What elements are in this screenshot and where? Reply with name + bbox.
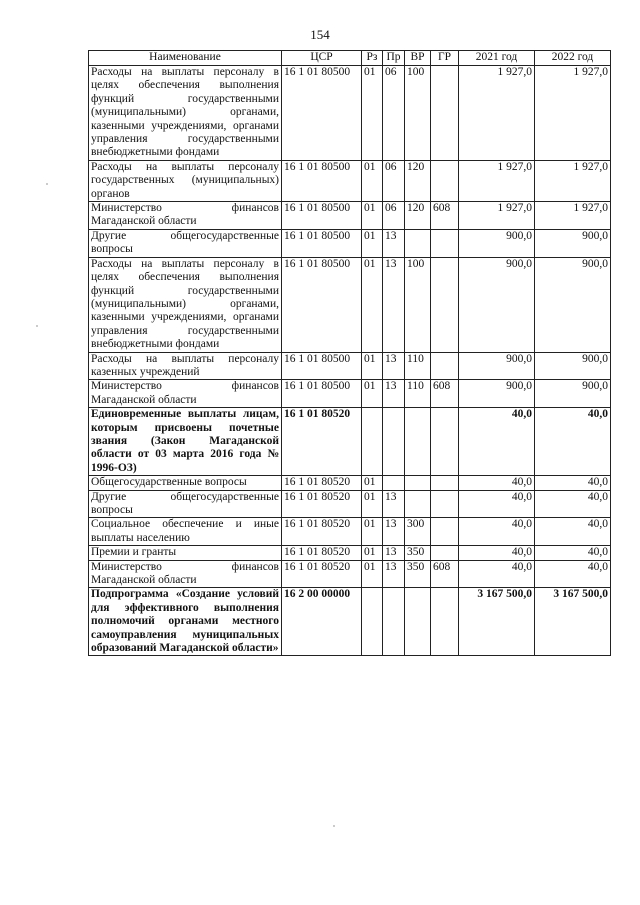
row-csr: 16 1 01 80520 bbox=[282, 560, 362, 588]
row-name: Расходы на выплаты персоналу в целях обеспечения выполнения функций государственными (муниципальными) органами, казенными учреждениями, органами управления государственными внебюджетными фондами bbox=[89, 66, 282, 161]
row-2022: 1 927,0 bbox=[535, 160, 611, 201]
row-csr: 16 1 01 80500 bbox=[282, 380, 362, 408]
row-gr: 608 bbox=[431, 560, 459, 588]
row-gr bbox=[431, 257, 459, 352]
row-vr: 100 bbox=[405, 66, 431, 161]
row-pr: 06 bbox=[383, 202, 405, 230]
row-vr: 100 bbox=[405, 257, 431, 352]
table-row bbox=[89, 476, 611, 490]
row-2021: 1 927,0 bbox=[459, 202, 535, 230]
row-rz: 01 bbox=[362, 490, 383, 518]
row-csr: 16 1 01 80520 bbox=[282, 546, 362, 560]
row-2021: 40,0 bbox=[459, 408, 535, 476]
row-2021: 40,0 bbox=[459, 518, 535, 546]
row-name: Расходы на выплаты персоналу казенных учреждений bbox=[89, 352, 282, 380]
row-gr: 608 bbox=[431, 380, 459, 408]
row-2021: 900,0 bbox=[459, 229, 535, 257]
scan-speck bbox=[36, 325, 38, 327]
row-vr bbox=[405, 588, 431, 656]
row-csr: 16 1 01 80500 bbox=[282, 160, 362, 201]
row-rz bbox=[362, 408, 383, 476]
row-csr: 16 2 00 00000 bbox=[282, 588, 362, 656]
table-row bbox=[89, 588, 611, 656]
header-name: Наименование bbox=[89, 51, 282, 66]
page-number: 154 bbox=[310, 27, 330, 42]
header-csr: ЦСР bbox=[282, 51, 362, 66]
row-gr bbox=[431, 518, 459, 546]
scan-speck bbox=[46, 183, 48, 185]
table-row bbox=[89, 257, 611, 352]
row-pr: 13 bbox=[383, 490, 405, 518]
row-name: Расходы на выплаты персоналу в целях обеспечения выполнения функций государственными (муниципальными) органами, казенными учреждениями, органами управления государственными внебюджетными фондами bbox=[89, 257, 282, 352]
row-name: Общегосударственные вопросы bbox=[89, 476, 282, 490]
row-pr: 06 bbox=[383, 66, 405, 161]
row-pr: 13 bbox=[383, 546, 405, 560]
row-csr: 16 1 01 80520 bbox=[282, 490, 362, 518]
row-2022: 40,0 bbox=[535, 518, 611, 546]
row-vr bbox=[405, 476, 431, 490]
row-csr: 16 1 01 80520 bbox=[282, 476, 362, 490]
row-name: Расходы на выплаты персоналу государственных (муниципальных) органов bbox=[89, 160, 282, 201]
row-csr: 16 1 01 80500 bbox=[282, 229, 362, 257]
table-row bbox=[89, 408, 611, 476]
row-2021: 900,0 bbox=[459, 352, 535, 380]
row-vr: 350 bbox=[405, 546, 431, 560]
row-pr: 13 bbox=[383, 518, 405, 546]
header-gr: ГР bbox=[431, 51, 459, 66]
row-pr: 06 bbox=[383, 160, 405, 201]
row-csr: 16 1 01 80520 bbox=[282, 518, 362, 546]
header-rz: Рз bbox=[362, 51, 383, 66]
header-pr: Пр bbox=[383, 51, 405, 66]
row-pr: 13 bbox=[383, 380, 405, 408]
row-vr bbox=[405, 229, 431, 257]
row-gr bbox=[431, 66, 459, 161]
scan-speck bbox=[333, 825, 335, 827]
row-csr: 16 1 01 80520 bbox=[282, 408, 362, 476]
table-row bbox=[89, 380, 611, 408]
row-2022: 900,0 bbox=[535, 257, 611, 352]
row-2021: 900,0 bbox=[459, 257, 535, 352]
row-2022: 40,0 bbox=[535, 476, 611, 490]
row-vr bbox=[405, 408, 431, 476]
row-rz: 01 bbox=[362, 352, 383, 380]
row-name: Министерство финансов Магаданской области bbox=[89, 202, 282, 230]
row-vr: 120 bbox=[405, 202, 431, 230]
row-rz: 01 bbox=[362, 560, 383, 588]
row-pr bbox=[383, 588, 405, 656]
row-vr: 120 bbox=[405, 160, 431, 201]
table-row bbox=[89, 160, 611, 201]
row-name: Другие общегосударственные вопросы bbox=[89, 229, 282, 257]
row-gr bbox=[431, 160, 459, 201]
table-row bbox=[89, 66, 611, 161]
table-row bbox=[89, 546, 611, 560]
row-2022: 900,0 bbox=[535, 229, 611, 257]
row-pr: 13 bbox=[383, 560, 405, 588]
row-gr bbox=[431, 229, 459, 257]
table-row bbox=[89, 490, 611, 518]
table-header-row bbox=[89, 51, 611, 66]
row-csr: 16 1 01 80500 bbox=[282, 202, 362, 230]
row-2022: 40,0 bbox=[535, 490, 611, 518]
table-row bbox=[89, 518, 611, 546]
header-vr: ВР bbox=[405, 51, 431, 66]
row-rz: 01 bbox=[362, 66, 383, 161]
budget-table bbox=[88, 50, 611, 656]
row-rz: 01 bbox=[362, 518, 383, 546]
table-row bbox=[89, 352, 611, 380]
row-2021: 900,0 bbox=[459, 380, 535, 408]
row-gr bbox=[431, 490, 459, 518]
table-row bbox=[89, 560, 611, 588]
row-pr: 13 bbox=[383, 257, 405, 352]
row-gr bbox=[431, 352, 459, 380]
header-2022: 2022 год bbox=[535, 51, 611, 66]
row-2022: 900,0 bbox=[535, 352, 611, 380]
row-gr bbox=[431, 476, 459, 490]
row-name: Премии и гранты bbox=[89, 546, 282, 560]
row-rz: 01 bbox=[362, 202, 383, 230]
row-name: Социальное обеспечение и иные выплаты населению bbox=[89, 518, 282, 546]
row-vr: 110 bbox=[405, 380, 431, 408]
row-name: Подпрограмма «Создание условий для эффективного выполнения полномочий органами местного самоуправления муниципальных образований Магаданской области» bbox=[89, 588, 282, 656]
row-gr bbox=[431, 408, 459, 476]
row-name: Министерство финансов Магаданской области bbox=[89, 380, 282, 408]
row-vr bbox=[405, 490, 431, 518]
row-rz: 01 bbox=[362, 160, 383, 201]
row-2022: 40,0 bbox=[535, 408, 611, 476]
row-2022: 3 167 500,0 bbox=[535, 588, 611, 656]
row-2021: 40,0 bbox=[459, 476, 535, 490]
row-2022: 1 927,0 bbox=[535, 202, 611, 230]
row-rz: 01 bbox=[362, 380, 383, 408]
row-rz: 01 bbox=[362, 257, 383, 352]
row-vr: 300 bbox=[405, 518, 431, 546]
row-vr: 350 bbox=[405, 560, 431, 588]
row-rz: 01 bbox=[362, 546, 383, 560]
row-2021: 3 167 500,0 bbox=[459, 588, 535, 656]
row-pr: 13 bbox=[383, 229, 405, 257]
row-gr bbox=[431, 546, 459, 560]
row-vr: 110 bbox=[405, 352, 431, 380]
table-row bbox=[89, 202, 611, 230]
row-csr: 16 1 01 80500 bbox=[282, 66, 362, 161]
row-rz: 01 bbox=[362, 229, 383, 257]
row-2022: 900,0 bbox=[535, 380, 611, 408]
row-2022: 40,0 bbox=[535, 560, 611, 588]
row-pr bbox=[383, 476, 405, 490]
row-rz: 01 bbox=[362, 476, 383, 490]
row-2021: 40,0 bbox=[459, 546, 535, 560]
row-2021: 40,0 bbox=[459, 560, 535, 588]
row-name: Единовременные выплаты лицам, которым присвоены почетные звания (Закон Магаданской области от 03 марта 2016 года № 1996-ОЗ) bbox=[89, 408, 282, 476]
row-name: Другие общегосударственные вопросы bbox=[89, 490, 282, 518]
header-2021: 2021 год bbox=[459, 51, 535, 66]
row-2021: 1 927,0 bbox=[459, 160, 535, 201]
row-pr bbox=[383, 408, 405, 476]
row-csr: 16 1 01 80500 bbox=[282, 257, 362, 352]
row-2021: 1 927,0 bbox=[459, 66, 535, 161]
row-2022: 1 927,0 bbox=[535, 66, 611, 161]
row-name: Министерство финансов Магаданской области bbox=[89, 560, 282, 588]
row-gr: 608 bbox=[431, 202, 459, 230]
row-gr bbox=[431, 588, 459, 656]
row-2021: 40,0 bbox=[459, 490, 535, 518]
row-2022: 40,0 bbox=[535, 546, 611, 560]
row-rz bbox=[362, 588, 383, 656]
row-csr: 16 1 01 80500 bbox=[282, 352, 362, 380]
table-row bbox=[89, 229, 611, 257]
row-pr: 13 bbox=[383, 352, 405, 380]
